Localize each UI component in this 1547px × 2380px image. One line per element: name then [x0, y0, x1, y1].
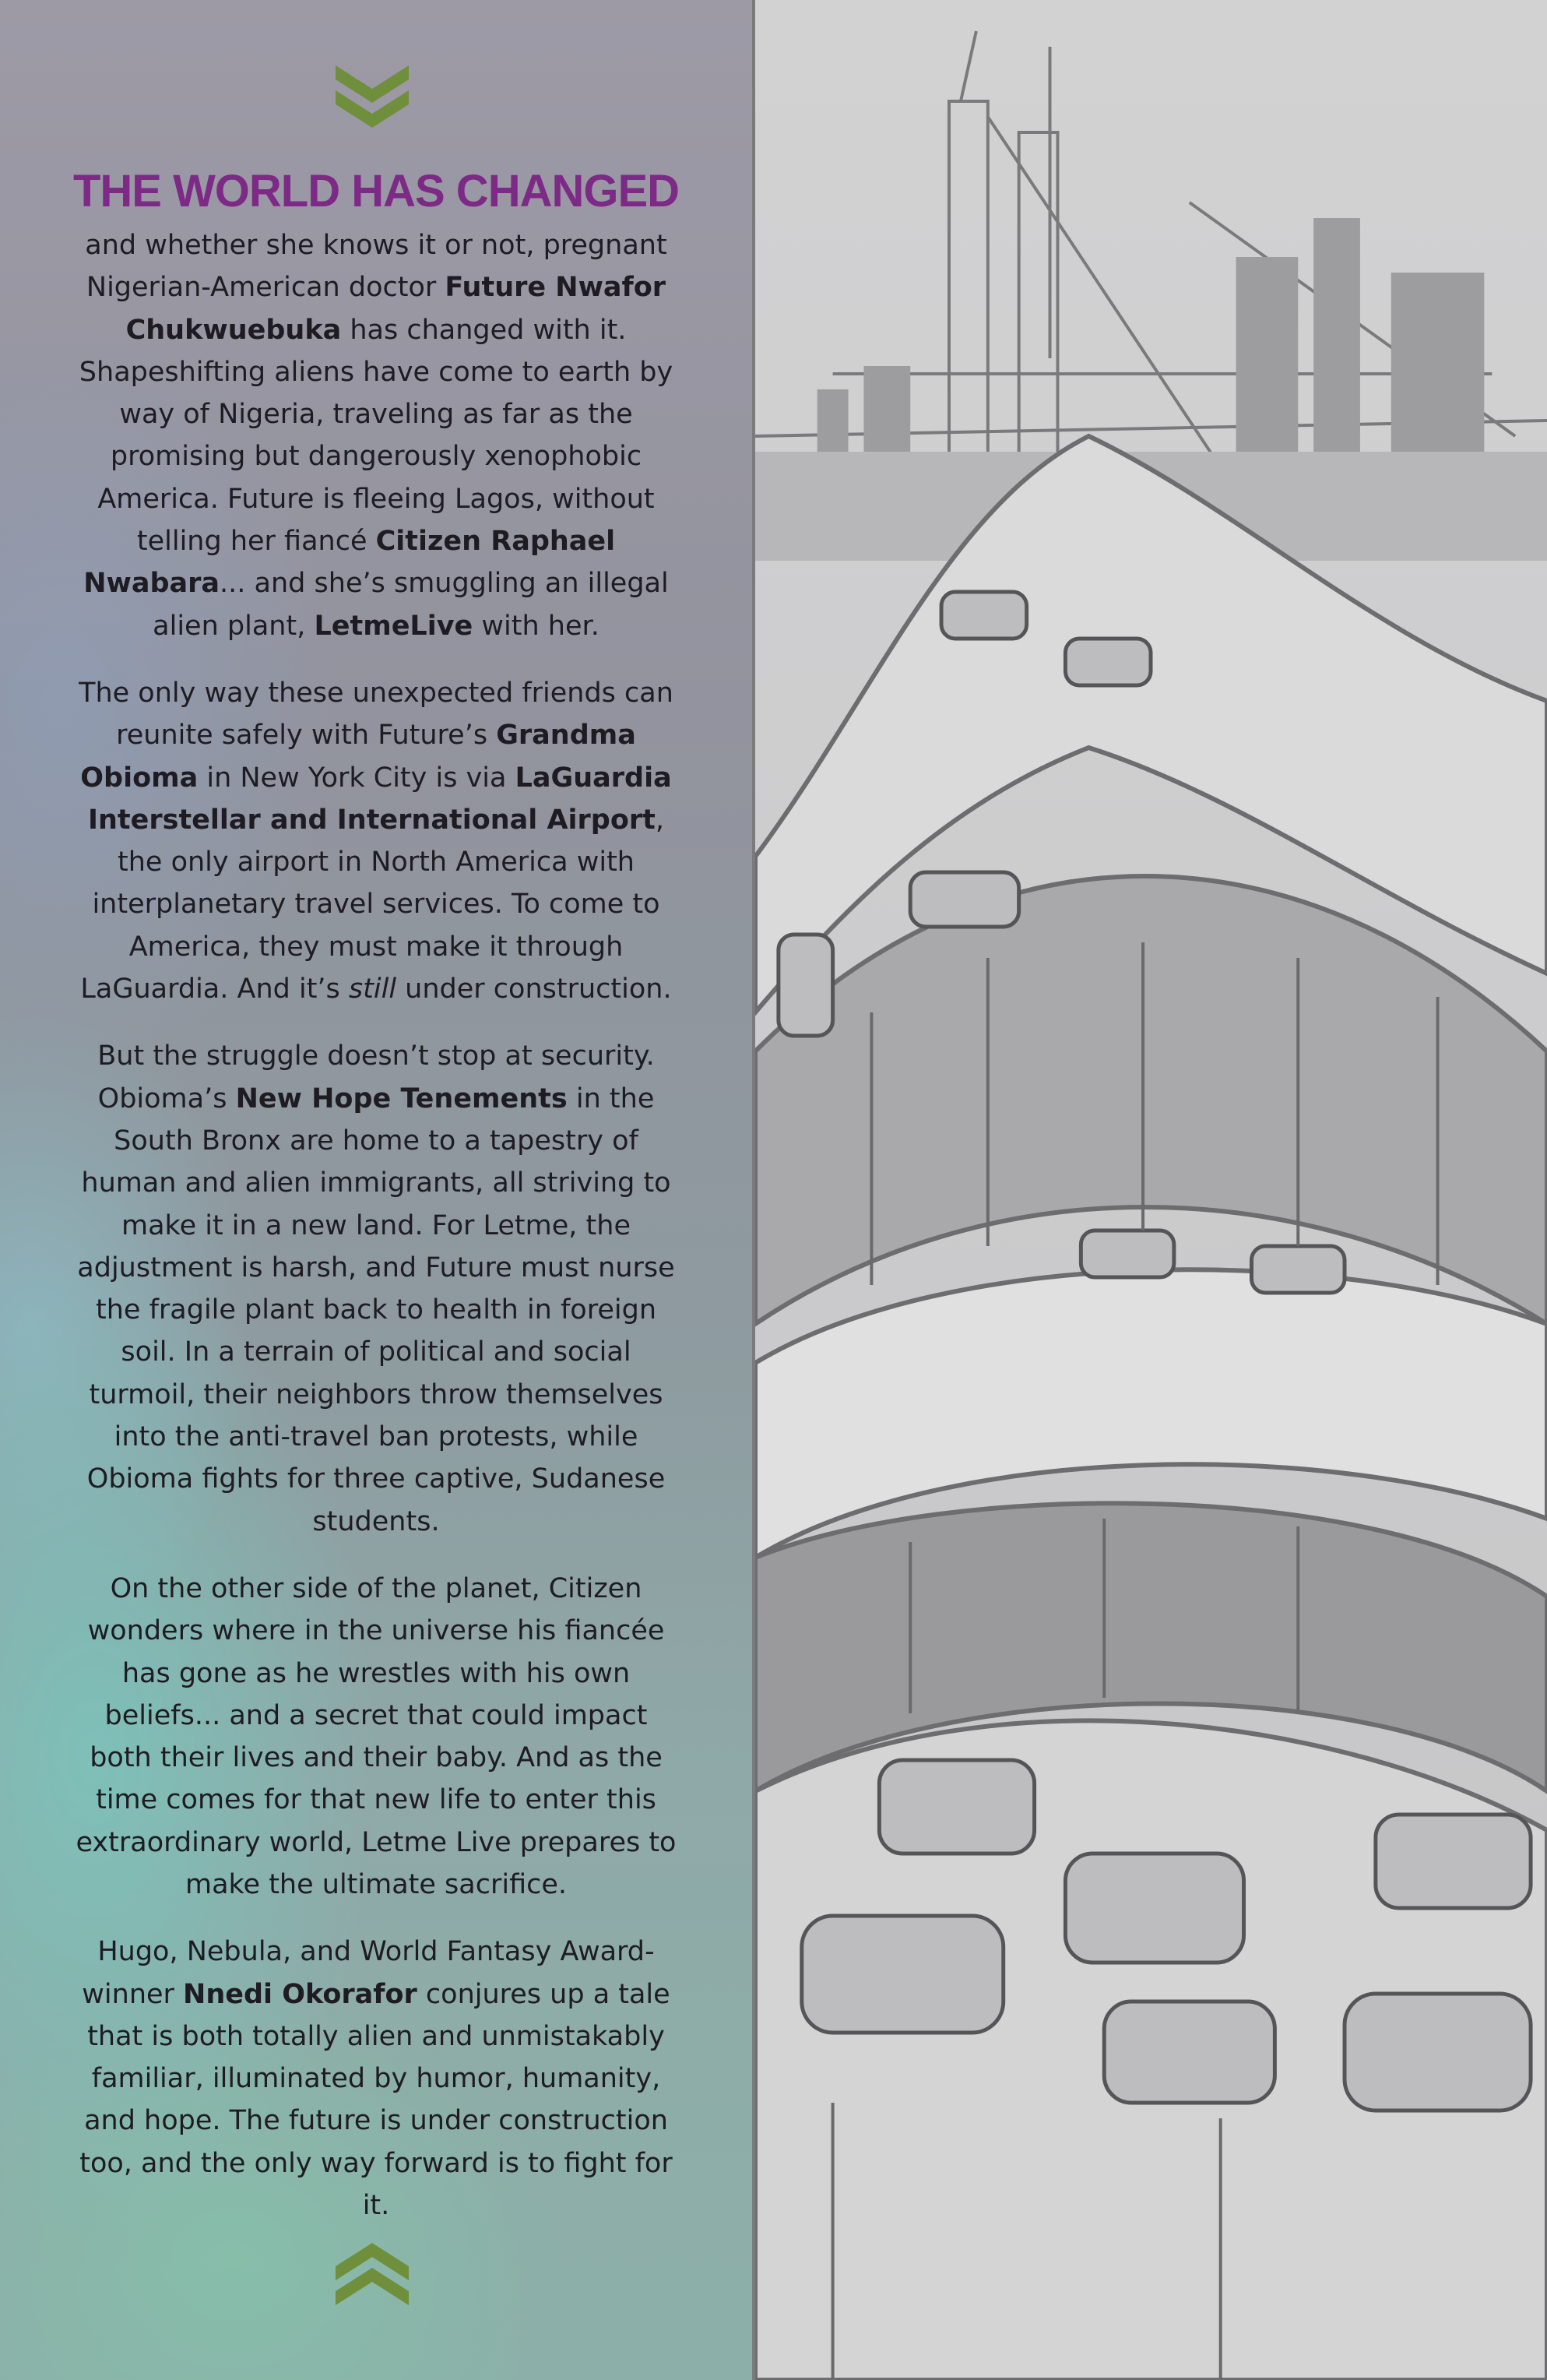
text-segment: conjures up a tale that is both totally alien and unmistakably familiar, illuminated by humor, humanity, and hope. The future is under construction too, and the only way forward is to fight for it.	[79, 1978, 673, 2222]
text-segment: The only way these unexpected friends can reunite safely with Future’s	[79, 677, 673, 752]
bold-text-segment: LetmeLive	[314, 610, 473, 642]
bold-text-segment: Nnedi Okorafor	[183, 1978, 417, 2010]
synopsis-body	[74, 224, 678, 2251]
bold-text-segment: LaGuardia Interstellar and International Airport	[87, 762, 672, 836]
bold-text-segment: Citizen Raphael Nwabara	[83, 526, 616, 600]
text-segment: But the struggle doesn’t stop at security. Obioma’s	[97, 1040, 655, 1114]
text-segment: has changed with it. Shapeshifting aliens have come to earth by way of Nigeria, traveling as far as the promising but dangerously xenophobic America. Future is fleeing Lagos, without telling her fiancé	[79, 314, 673, 558]
text-segment: with her.	[473, 610, 599, 642]
text-segment: Hugo, Nebula, and World Fantasy Award-winner	[82, 1936, 655, 2010]
chevron-up-icon	[329, 2241, 415, 2311]
bold-text-segment: Grandma Obioma	[80, 720, 636, 794]
synopsis-paragraph	[74, 1931, 678, 2227]
italic-text-segment: still	[348, 973, 397, 1005]
bold-text-segment: Future Nwafor Chukwuebuka	[125, 272, 666, 346]
synopsis-paragraph	[74, 1568, 678, 1906]
synopsis-paragraph	[74, 1035, 678, 1543]
chevron-down-icon	[329, 59, 415, 129]
text-segment: in the South Bronx are home to a tapestry of human and alien immigrants, all striving to make it in a new land. For Letme, the adjustment is harsh, and Future must nurse the fragile plant back to health in foreign soil. In a terrain of political and social turmoil, their neighbors throw themselves into the anti-travel ban protests, while Obioma fights for three captive, Sudanese students.	[77, 1083, 675, 1537]
text-segment: On the other side of the planet, Citizen wonders where in the universe his fiancée has gone as he wrestles with his own beliefs... and a secret that could impact both their lives and their baby. And as the time comes for that new life to enter this extraordinary world, Letme Live prepares to make the ultimate sacrifice.	[76, 1572, 677, 1900]
bold-text-segment: New Hope Tenements	[235, 1083, 568, 1114]
synopsis-panel	[0, 0, 752, 2380]
text-segment: , the only airport in North America with interplanetary travel services. To come to America, they must make it through LaGuardia. And it’s	[80, 804, 665, 1005]
text-segment: in New York City is via	[198, 762, 515, 794]
text-segment: and whether she knows it or not, pregnant Nigerian-American doctor	[85, 230, 667, 304]
synopsis-paragraph	[74, 224, 678, 647]
text-segment: under construction.	[396, 973, 672, 1005]
page-title: THE WORLD HAS CHANGED	[72, 166, 680, 217]
text-segment: ... and she’s smuggling an illegal alien plant,	[153, 568, 669, 642]
highway-sketch	[755, 0, 1547, 2380]
cityscape-illustration	[752, 0, 1547, 2380]
synopsis-paragraph	[74, 672, 678, 1010]
